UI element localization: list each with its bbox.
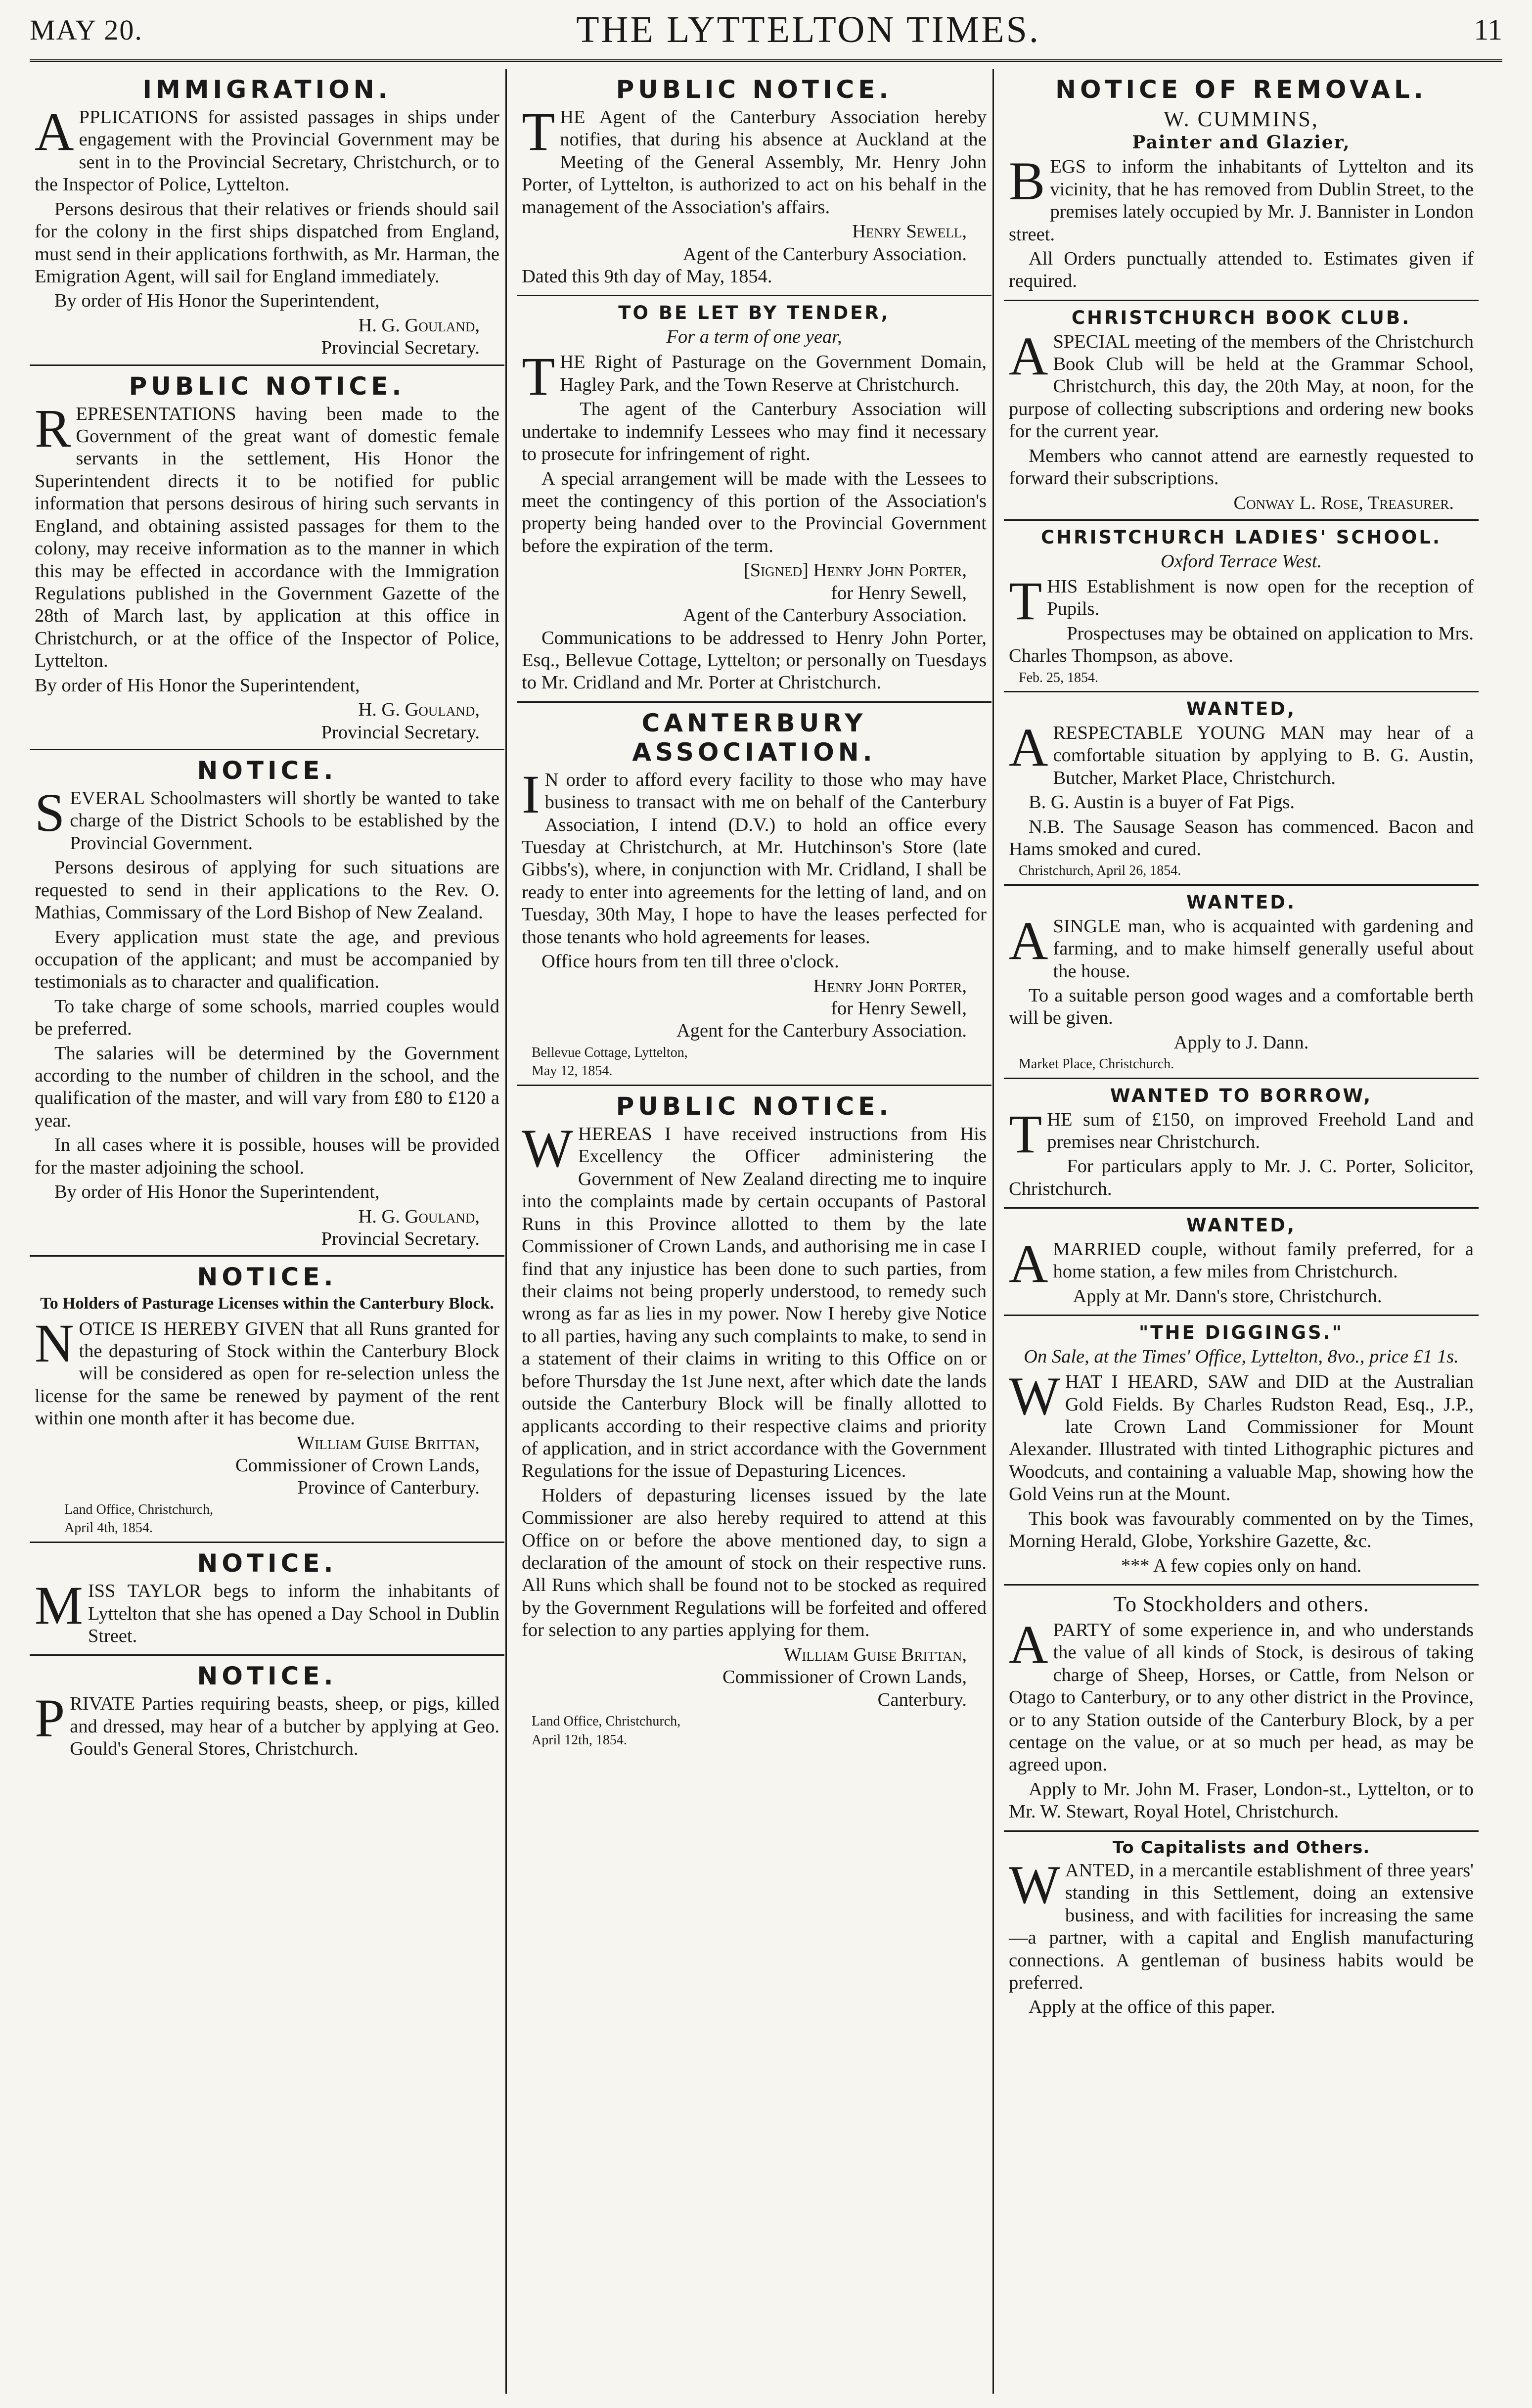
ad-body: B. G. Austin is a buyer of Fat Pigs. [1029, 792, 1295, 813]
ad-body: All Orders punctually attended to. Estimates given if required. [1009, 248, 1474, 292]
ad-date: Christchurch, April 26, 1854. [1019, 863, 1181, 879]
signature-title: Commissioner of Crown Lands, [235, 1455, 480, 1476]
ad-body: ARESPECTABLE YOUNG MAN may hear of a comfortable situation by applying to B. G. Austin, Butcher, Market Place, Christchurch. [1009, 717, 1474, 788]
signature-for: for Henry Sewell, [831, 998, 967, 1019]
advertiser-trade: Painter and Glazier, [1132, 132, 1351, 153]
ad-capitalists [1004, 1832, 1479, 2026]
ad-body: Communications to be addressed to Henry John Porter, Esq., Bellevue Cottage, Lyttelton; or personally on Tuesdays to Mr. Cridland and Mr. Porter at Christchurch. [522, 627, 987, 693]
signature-title: Agent of the Canterbury Association. [682, 243, 967, 265]
ad-ladies-school [1004, 521, 1479, 692]
ad-wanted-single-man [1004, 886, 1479, 1079]
ad-date: Dated this 9th day of May, 1854. [522, 266, 772, 287]
ad-body: Prospectuses may be obtained on application to Mrs. Charles Thompson, as above. [1009, 623, 1474, 667]
ad-body: NOTICE IS HEREBY GIVEN that all Runs granted for the depasturing of Stock within the Canterbury Block will be considered as open for re-selection unless the license for the same be renewed by payment of the rent within one month after it has become due. [35, 1313, 499, 1429]
ad-body: APPLICATIONS for assisted passages in ships under engagement with the Provincial Government may be sent in to the Provincial Secretary, Christchurch, or to the Inspector of Police, Lyttelton. [35, 101, 499, 195]
ad-heading: NOTICE OF REMOVAL. [1055, 75, 1427, 104]
ad-body: In all cases where it is possible, houses will be provided for the master adjoining the school. [35, 1135, 499, 1178]
ad-stockholders [1004, 1586, 1479, 1832]
ad-canterbury-association [517, 703, 991, 1086]
ad-body: The salaries will be determined by the Government according to the number of children in the school, and the qualification of the master, and will vary from £80 to £120 a year. [35, 1043, 499, 1131]
signature-name: Henry John Porter, [813, 975, 967, 997]
signature-title: Canterbury. [877, 1689, 967, 1710]
ad-body: THE Right of Pasturage on the Government Domain, Hagley Park, and the Town Reserve at Christchurch. [522, 346, 987, 407]
ad-body: To a suitable person good wages and a comfortable berth will be given. [1009, 985, 1474, 1029]
ad-heading: NOTICE. [197, 1549, 337, 1578]
ad-heading: To Capitalists and Others. [1112, 1837, 1370, 1858]
column-middle [517, 69, 991, 2399]
ad-place: Land Office, Christchurch, [64, 1501, 214, 1517]
signature-title: Agent of the Canterbury Association. [682, 605, 967, 626]
signature-name: William Guise Brittan, [784, 1644, 967, 1665]
column-right [1004, 69, 1479, 2399]
signature-for: for Henry Sewell, [831, 582, 967, 603]
ad-body: ASINGLE man, who is acquainted with gardening and farming, and to make himself generally useful about the house. [1009, 910, 1474, 982]
ad-immigration [30, 69, 504, 366]
advertiser-name: W. CUMMINS, [1164, 107, 1319, 131]
ad-place: Market Place, Christchurch. [1019, 1056, 1174, 1072]
ad-heading: PUBLIC NOTICE. [616, 75, 893, 104]
ad-body: PRIVATE Parties requiring beasts, sheep, or pigs, killed and dressed, may hear of a butcher by applying at Geo. Gould's General Stores, Christchurch. [35, 1688, 499, 1760]
ad-body: This book was favourably commented on by the Times, Morning Herald, Globe, Yorkshire Gazette, &c. [1009, 1508, 1474, 1552]
ad-heading: WANTED, [1186, 698, 1297, 720]
ad-body: WHAT I HEARD, SAW and DID at the Australian Gold Fields. By Charles Rudston Read, Esq., J.P., late Crown Land Commissioner for Mount Alexander. Illustrated with tinted Lithographic pictures and Woodcuts, and containing a valuable Map, showing how the Gold Veins run at the Mount. [1009, 1366, 1474, 1505]
ad-heading: PUBLIC NOTICE. [129, 371, 406, 401]
page-number: 11 [1474, 13, 1502, 46]
issue-date: MAY 20. [30, 13, 143, 46]
ad-body: IN order to afford every facility to those who may have business to transact with me on behalf of the Canterbury Association, I intend (D.V.) to hold an office every Tuesday at Christchurch, at Mr. Hutchinson's Store (late Gibbs's), where, in conjunction with Mr. Cridland, I shall be ready to enter into agreements for the letting of land, and on Tuesday, 30th May, I hope to have the leases perfected for those tenants who hold agreements for leases. [522, 764, 987, 948]
ad-body: THIS Establishment is now open for the reception of Pupils. [1009, 571, 1474, 632]
ad-body: For particulars apply to Mr. J. C. Porter, Solicitor, Christchurch. [1009, 1156, 1474, 1199]
ad-body: By order of His Honor the Superintendent, [54, 1181, 380, 1203]
column-left [30, 69, 504, 2399]
ad-body: REPRESENTATIONS having been made to the Government of the great want of domestic female servants in the settlement, His Honor the Superintendent directs it to be notified for public information that persons desirous of hiring such servants in England, and obtaining assisted passages for them to the colony, may receive information as to the manner in which this may be effected in accordance with the Immigration Regulations published in the Government Gazette of the 28th of March last, by application at this office in Christchurch, or at the office of the Inspector of Police, Lyttelton. [35, 398, 499, 672]
column-rule [992, 69, 994, 2394]
signature-name: H. G. Gouland, [358, 699, 480, 721]
ad-wanted-young-man [1004, 692, 1479, 886]
signature-title: Commissioner of Crown Lands, [722, 1667, 967, 1688]
ad-subheading: To Holders of Pasturage Licenses within the Canterbury Block. [40, 1294, 494, 1313]
signature-title: Provincial Secretary. [321, 1228, 480, 1249]
ad-body: Persons desirous that their relatives or friends should sail for the colony in the first ships dispatched from England, must send in their applications forthwith, as Mr. Harman, the Emigration Agent, will sail for England immediately. [35, 198, 499, 287]
ad-body: The agent of the Canterbury Association will undertake to indemnify Lessees who may find it necessary to prosecute for infringement of right. [522, 399, 987, 465]
ad-heading: WANTED, [1186, 1215, 1297, 1236]
signature-title: Provincial Secretary. [321, 337, 480, 359]
ad-body: MISS TAYLOR begs to inform the inhabitants of Lyttelton that she has opened a Day School in Dublin Street. [35, 1575, 499, 1646]
ad-body: AMARRIED couple, without family preferred, for a home station, a few miles from Christchurch. [1009, 1233, 1474, 1294]
ad-notice-taylor [30, 1543, 504, 1656]
ad-notice-pasturage [30, 1257, 504, 1543]
ad-heading: "THE DIGGINGS." [1139, 1322, 1344, 1344]
ad-body: N.B. The Sausage Season has commenced. Bacon and Hams smoked and cured. [1009, 816, 1474, 860]
newspaper-title: THE LYTTELTON TIMES. [576, 8, 1040, 50]
ad-wanted-couple [1004, 1209, 1479, 1316]
signature-name: H. G. Gouland, [358, 1206, 480, 1227]
signature-name: William Guise Brittan, [297, 1432, 480, 1454]
ad-heading: NOTICE. [197, 756, 337, 785]
ad-heading: WANTED TO BORROW, [1110, 1085, 1373, 1106]
ad-the-diggings [1004, 1316, 1479, 1586]
ad-body: BEGS to inform the inhabitants of Lyttelton and its vicinity, that he has removed from Dublin Street, to the premises lately occupied by Mr. J. Bannister in London street. [1009, 151, 1474, 245]
ad-notice-of-removal [1004, 69, 1479, 301]
ad-heading: PUBLIC NOTICE. [616, 1092, 893, 1121]
ad-date: April 4th, 1854. [64, 1520, 153, 1536]
ad-body: By order of His Honor the Superintendent, [54, 290, 380, 312]
ad-body: Apply to Mr. John M. Fraser, London-st., Lyttelton, or to Mr. W. Stewart, Royal Hotel, Christchurch. [1009, 1778, 1474, 1822]
ad-heading: NOTICE. [197, 1662, 337, 1691]
ad-body: A special arrangement will be made with the Lessees to meet the contingency of this portion of the Association's property being handed over to the Provincial Government before the expiration of the term. [522, 468, 987, 556]
ad-subheading: Oxford Terrace West. [1160, 550, 1322, 572]
ad-body: Apply at Mr. Dann's store, Christchurch. [1073, 1285, 1382, 1307]
ad-subheading: For a term of one year, [666, 326, 842, 348]
ad-body: WANTED, in a mercantile establishment of three years' standing in this Settlement, doing an extensive business, and with facilities for increasing the same—a partner, with a capital and English manufacturing connections. A gentleman of business habits would be preferred. [1009, 1854, 1474, 1993]
ad-heading: CHRISTCHURCH LADIES' SCHOOL. [1040, 526, 1442, 548]
ad-heading: WANTED. [1186, 892, 1297, 913]
ad-apply: Apply to J. Dann. [1173, 1032, 1309, 1053]
ad-date: May 12, 1854. [532, 1063, 613, 1079]
ad-heading: CANTERBURY ASSOCIATION. [632, 708, 876, 767]
signature-title: Provincial Secretary. [321, 722, 480, 743]
ad-heading: NOTICE. [197, 1263, 337, 1292]
ad-body: ASPECIAL meeting of the members of the Christchurch Book Club will be held at the Grammar School, Christchurch, this day, the 20th May, at noon, for the purpose of collecting subscriptions and ordering new books for the current year. [1009, 325, 1474, 442]
ad-body: Members who cannot attend are earnestly requested to forward their subscriptions. [1009, 445, 1474, 489]
ad-public-notice-agent [517, 69, 991, 296]
ad-tender [517, 296, 991, 702]
ad-book-club [1004, 301, 1479, 521]
column-rule [505, 69, 507, 2394]
ad-body: Persons desirous of applying for such situations are requested to send in their applications to the Rev. O. Mathias, Commissary of the Lord Bishop of New Zealand. [35, 857, 499, 923]
ad-body: Holders of depasturing licenses issued by the late Commissioner are also hereby required to attend at this Office on or before the above mentioned day, to sign a declaration of the amount of stock on their respective runs. All Runs which shall be found not to be stocked as required by the Government Regulations will be forfeited and offered for selection to any parties applying for them. [522, 1485, 987, 1641]
ad-subheading: On Sale, at the Times' Office, Lyttelton, 8vo., price £1 1s. [1024, 1346, 1459, 1367]
ad-date: April 12th, 1854. [532, 1732, 627, 1748]
ad-heading: To Stockholders and others. [1113, 1592, 1369, 1616]
signature-title: Province of Canterbury. [297, 1477, 480, 1499]
ad-body: Apply at the office of this paper. [1029, 1997, 1275, 2018]
ad-heading: IMMIGRATION. [142, 75, 392, 104]
ad-body: Office hours from ten till three o'clock. [541, 951, 839, 972]
ad-body: SEVERAL Schoolmasters will shortly be wanted to take charge of the District Schools to be established by the Provincial Government. [35, 782, 499, 854]
ad-notice-schoolmasters [30, 750, 504, 1257]
ad-notice-private [30, 1656, 504, 1767]
ad-body: WHEREAS I have received instructions from His Excellency the Officer administering the Government of New Zealand directing me to inquire into the complaints made by certain occupants of Pastoral Runs in this Province allotted to them by the late Commissioner of Crown Lands, and authorising me in case I find that any injustice has been done to such parties, from their claims not being properly understood, to remedy such wrong as far as lies in my power. Now I hereby give Notice to all parties, having any such complaints to make, to send in a statement of their claims in writing to this Office on or before Thursday the 1st June next, after which date the lands outside the Canterbury Block will be finally allotted to applicants according to their respective claims and priority of application, and in strict accordance with the Government Regulations for the issue of Depasturing Licences. [522, 1118, 987, 1482]
ad-date: Feb. 25, 1854. [1019, 670, 1098, 685]
ad-wanted-to-borrow [1004, 1079, 1479, 1209]
ad-heading: TO BE LET BY TENDER, [618, 302, 890, 324]
ad-heading: CHRISTCHURCH BOOK CLUB. [1071, 307, 1411, 328]
signature-name: Conway L. Rose, Treasurer. [1233, 492, 1454, 513]
signature-title: Agent for the Canterbury Association. [676, 1020, 967, 1042]
signature-name: Henry Sewell, [852, 221, 967, 242]
ad-body: Every application must state the age, and previous occupation of the applicant; and must be accompanied by testimonials as to character and qualification. [35, 926, 499, 993]
ad-body: THE Agent of the Canterbury Association hereby notifies, that during his absence at Auckland at the Meeting of the General Assembly, Mr. Henry John Porter, of Lyttelton, is authorized to act on his behalf in the management of the Association's affairs. [522, 101, 987, 218]
ad-place: Land Office, Christchurch, [532, 1714, 681, 1729]
masthead [30, 0, 1502, 62]
ad-public-notice-runs [517, 1086, 991, 1753]
ad-body: THE sum of £150, on improved Freehold Land and premises near Christchurch. [1009, 1103, 1474, 1164]
signature-name: [Signed] Henry John Porter, [743, 560, 967, 581]
signature-name: H. G. Gouland, [358, 315, 480, 336]
ad-body: *** A few copies only on hand. [1121, 1555, 1362, 1576]
ad-place: Bellevue Cottage, Lyttelton, [532, 1045, 688, 1060]
ad-public-notice-servants [30, 366, 504, 750]
ad-body: To take charge of some schools, married couples would be preferred. [35, 996, 499, 1040]
ad-body: APARTY of some experience in, and who understands the value of all kinds of Stock, is desirous of taking charge of Sheep, Horses, or Cattle, from Nelson or Otago to Canterbury, or to any other district in the Province, or to any Station outside of the Canterbury Block, by a per centage on the value, or at so much per head, as may be agreed upon. [1009, 1614, 1474, 1775]
ad-body: By order of His Honor the Superintendent, [35, 675, 360, 696]
